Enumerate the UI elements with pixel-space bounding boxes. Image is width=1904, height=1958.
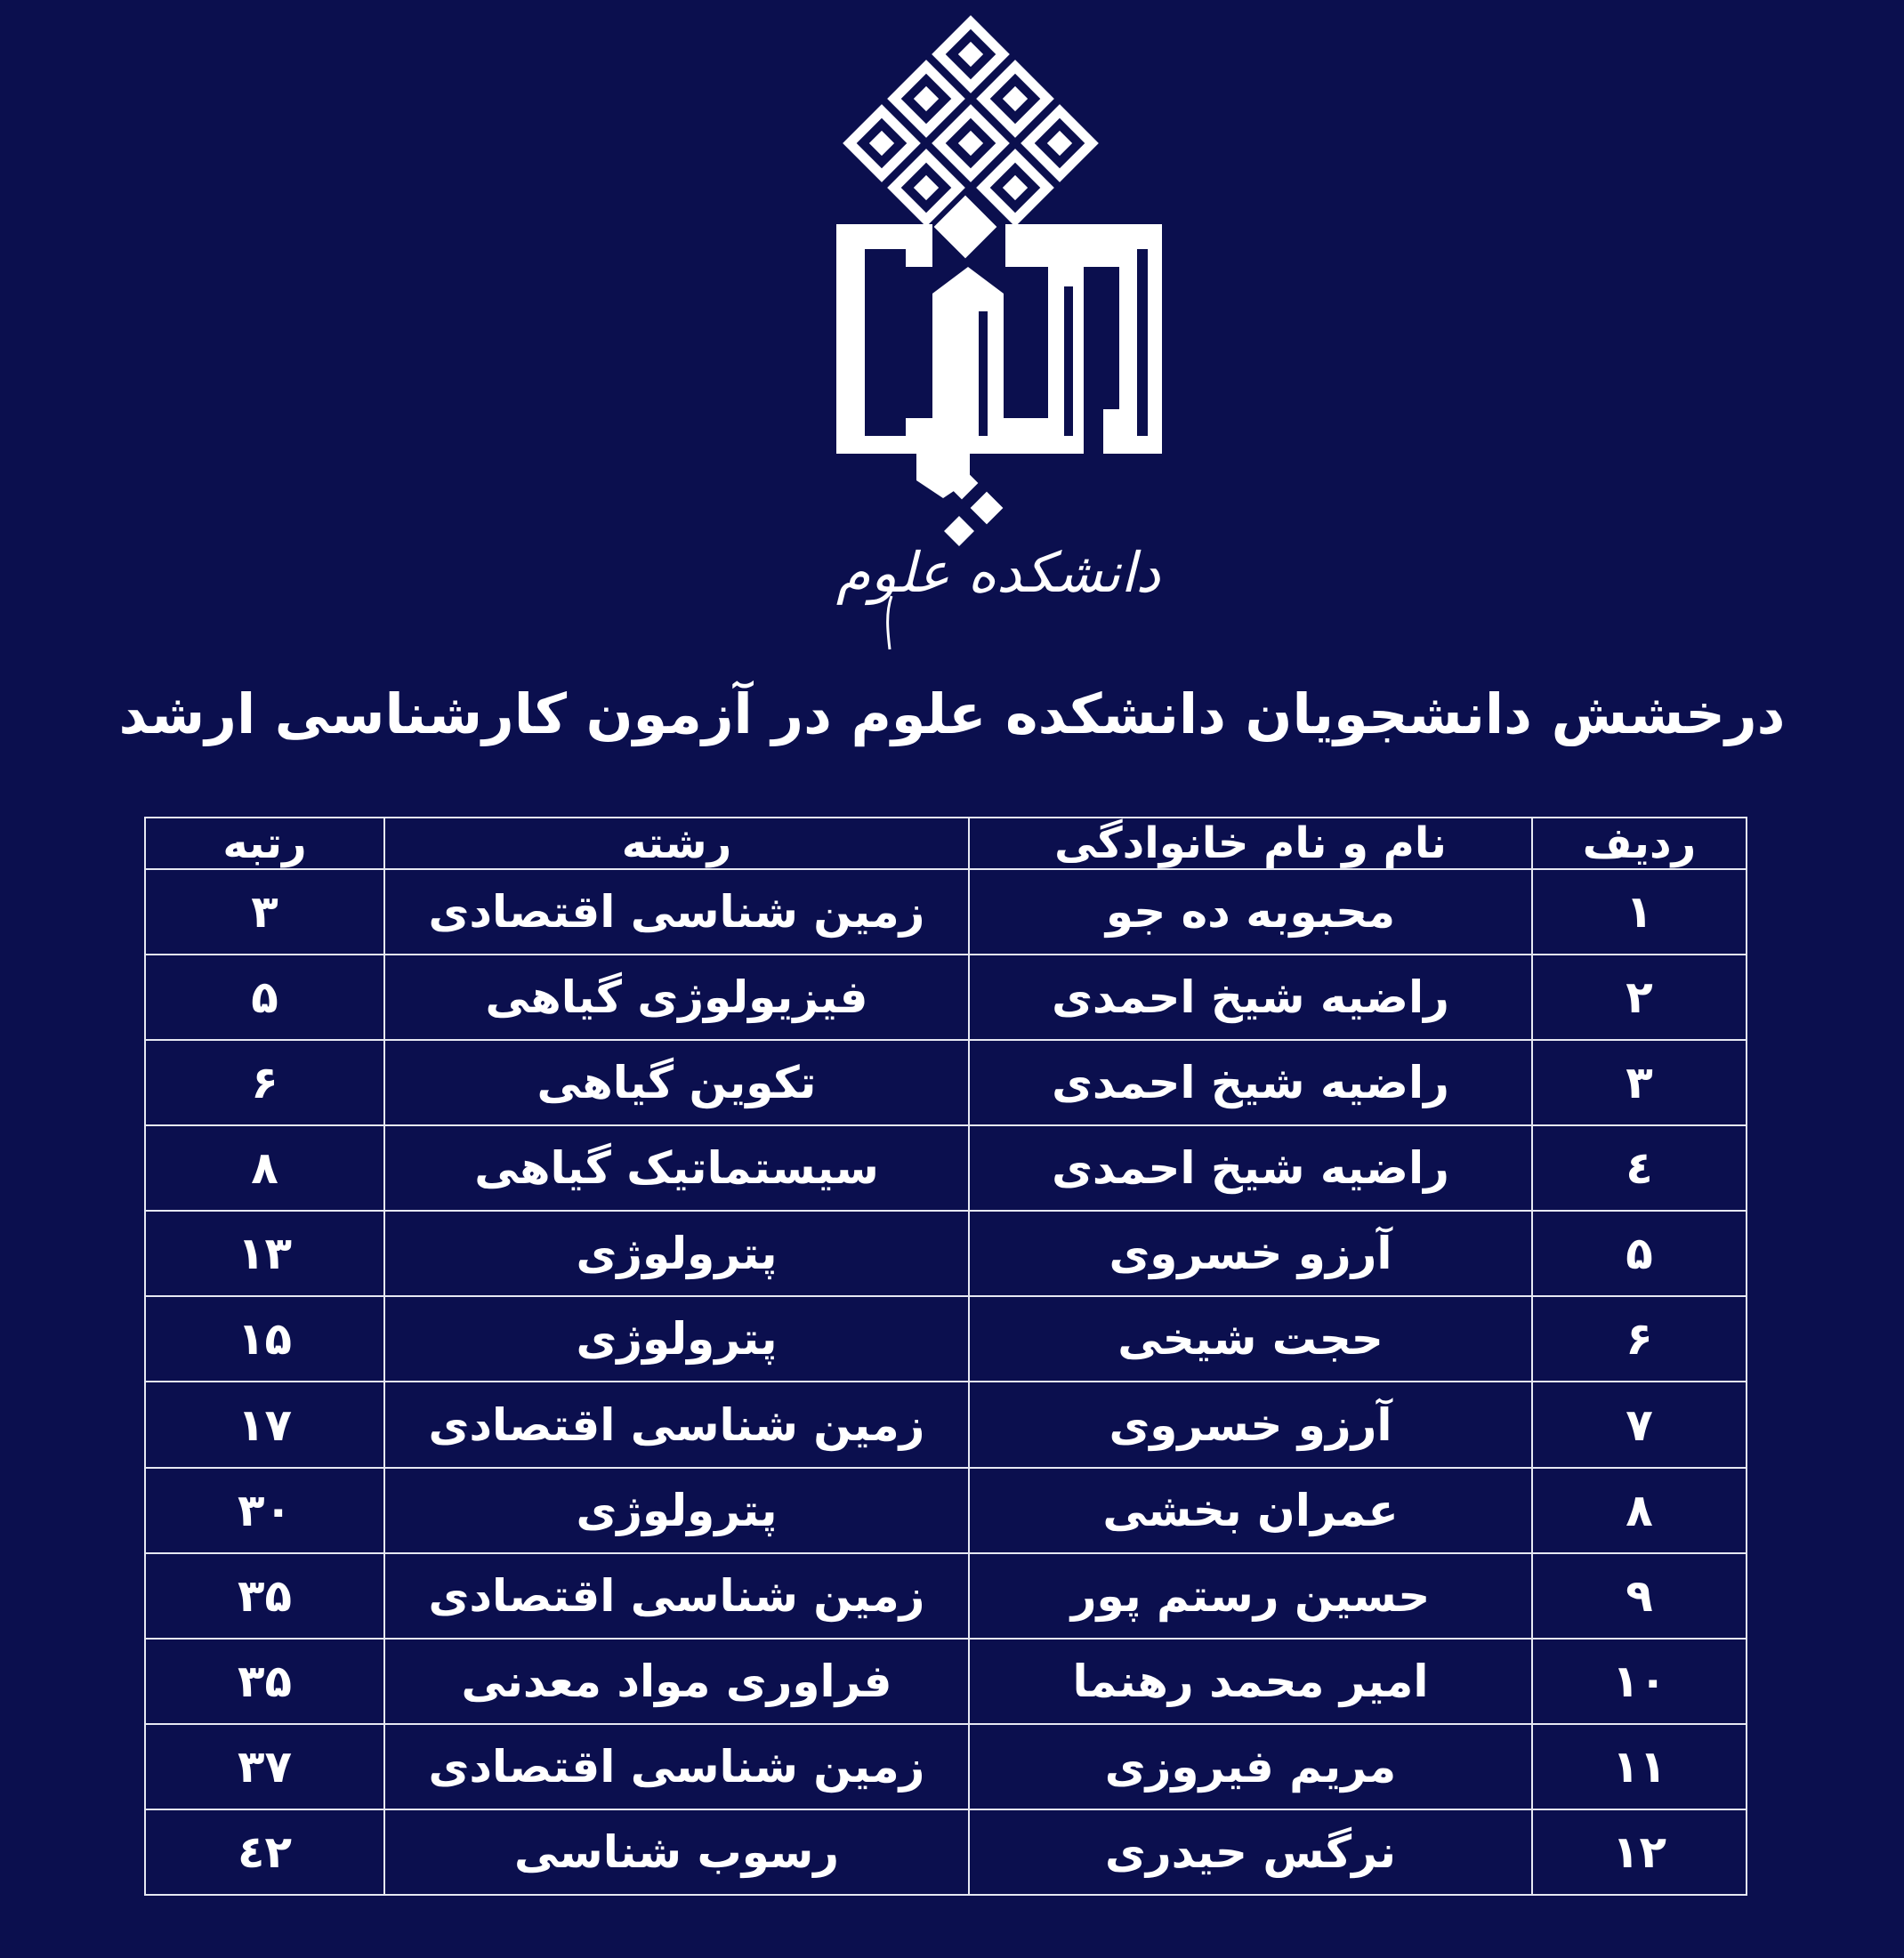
table-row [145,955,1747,1040]
cell-index: ۲ [1532,955,1747,1040]
cell-name: نرگس حیدری [969,1809,1532,1895]
university-knot-emblem-icon [0,0,1904,658]
table-row [145,1125,1747,1211]
cell-field: زمین شناسی اقتصادی [384,1553,969,1639]
cell-index: ۱۲ [1532,1809,1747,1895]
table-row [145,1809,1747,1895]
cell-name: آرزو خسروی [969,1211,1532,1296]
cell-field: زمین شناسی اقتصادی [384,1382,969,1467]
cell-rank: ۳۵ [145,1639,384,1724]
table-row [145,1724,1747,1809]
cell-name: راضیه شیخ احمدی [969,1040,1532,1125]
cell-field: پترولوژی [384,1296,969,1382]
cell-field: سیستماتیک گیاهی [384,1125,969,1211]
cell-field: فراوری مواد معدنی [384,1639,969,1724]
cell-rank: ۳۷ [145,1724,384,1809]
cell-index: ۱۰ [1532,1639,1747,1724]
cell-name: عمران بخشی [969,1468,1532,1553]
cell-name: حجت شیخی [969,1296,1532,1382]
cell-name: امیر محمد رهنما [969,1639,1532,1724]
cell-name: آرزو خسروی [969,1382,1532,1467]
cell-field: رسوب شناسی [384,1809,969,1895]
cell-rank: ٤۲ [145,1809,384,1895]
cell-field: پترولوژی [384,1211,969,1296]
cell-index: ۵ [1532,1211,1747,1296]
cell-rank: ۱۵ [145,1296,384,1382]
cell-index: ۱۱ [1532,1724,1747,1809]
cell-name: حسین رستم پور [969,1553,1532,1639]
cell-field: تکوین گیاهی [384,1040,969,1125]
cell-index: ۱ [1532,869,1747,955]
cell-index: ۳ [1532,1040,1747,1125]
cell-index: ٤ [1532,1125,1747,1211]
cell-rank: ۱۷ [145,1382,384,1467]
cell-rank: ۳ [145,869,384,955]
ranking-table [144,817,1747,1896]
cell-rank: ۱۳ [145,1211,384,1296]
cell-name: راضیه شیخ احمدی [969,955,1532,1040]
cell-name: محبوبه ده جو [969,869,1532,955]
cell-index: ۶ [1532,1296,1747,1382]
cell-rank: ۵ [145,955,384,1040]
table-row [145,1639,1747,1724]
cell-field: فیزیولوژی گیاهی [384,955,969,1040]
header-field: رشته [384,818,969,869]
header-index: ردیف [1532,818,1747,869]
cell-field: پترولوژی [384,1468,969,1553]
cell-rank: ۶ [145,1040,384,1125]
cell-index: ۸ [1532,1468,1747,1553]
cell-index: ۷ [1532,1382,1747,1467]
cell-rank: ۳۰ [145,1468,384,1553]
header-rank: رتبه [145,818,384,869]
cell-name: راضیه شیخ احمدی [969,1125,1532,1211]
cell-index: ۹ [1532,1553,1747,1639]
cell-field: زمین شناسی اقتصادی [384,1724,969,1809]
table-header-row [145,818,1747,869]
logo [0,0,1904,658]
cell-rank: ۸ [145,1125,384,1211]
table-row [145,1211,1747,1296]
table-row [145,1040,1747,1125]
page-title: درخشش دانشجویان دانشکده علوم در آزمون کارشناسی ارشد [118,681,1786,746]
table-row [145,1468,1747,1553]
header-name: نام و نام خانوادگی [969,818,1532,869]
table-row [145,1382,1747,1467]
table-row [145,1553,1747,1639]
logo-caption: دانشکده علوم [835,540,1161,605]
cell-name: مریم فیروزی [969,1724,1532,1809]
table-row [145,1296,1747,1382]
cell-field: زمین شناسی اقتصادی [384,869,969,955]
cell-rank: ۳۵ [145,1553,384,1639]
table-row [145,869,1747,955]
